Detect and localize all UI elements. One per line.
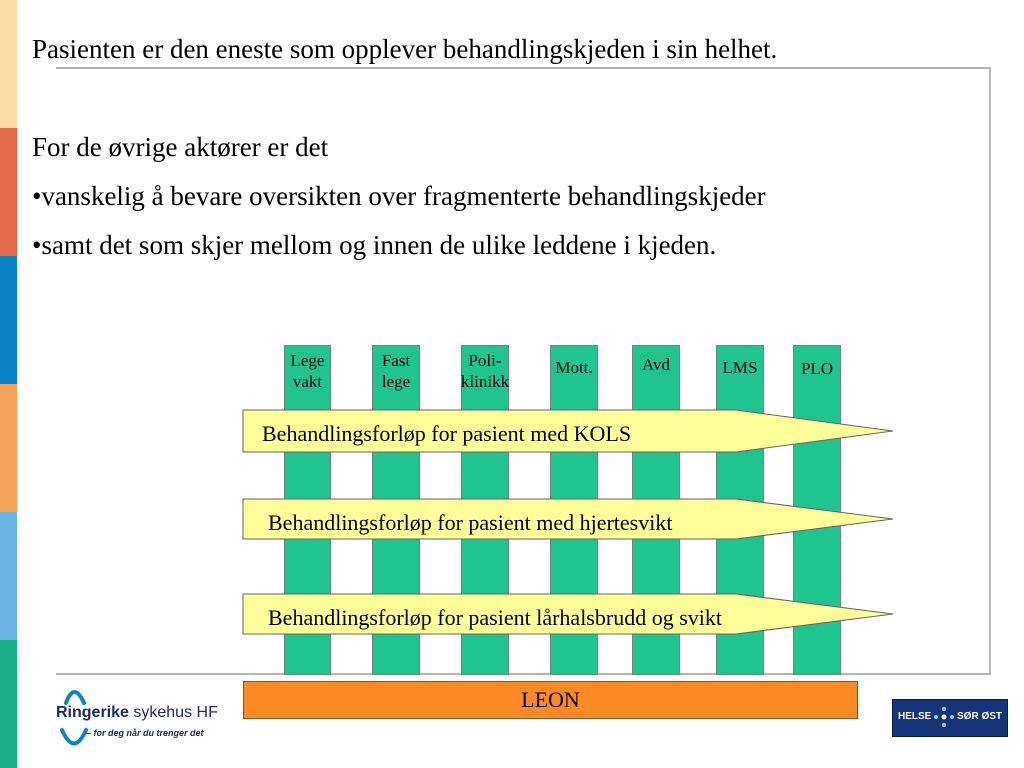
leon-bar: LEON: [243, 681, 858, 719]
ringerike-logo-text: Ringerike sykehus HF: [56, 704, 218, 721]
bullet-2: •samt det som skjer mellom og innen de ulike leddene i kjeden.: [32, 230, 717, 260]
slide-heading: Pasienten er den eneste som opplever behandlingskjeden i sin helhet.: [32, 34, 778, 64]
column-label-plo: PLO: [800, 359, 834, 378]
helse-sor-ost-dots-icon: [932, 705, 956, 729]
column-label-mottak: Mott.: [555, 358, 593, 377]
pathway-label-hjertesvikt: Behandlingsforløp for pasient med hjertesvikt: [268, 510, 673, 535]
ringerike-logo-tagline: – for deg når du trenger det: [86, 728, 204, 738]
column-label-lms: LMS: [722, 358, 758, 377]
pathway-label-kols: Behandlingsforløp for pasient med KOLS: [262, 421, 632, 446]
intro-text: For de øvrige aktører er det: [32, 132, 329, 162]
pathway-label-larhalsbrudd: Behandlingsforløp for pasient lårhalsbrudd og svikt: [268, 605, 722, 630]
column-label-avdeling: Avd: [641, 355, 670, 374]
helse-sor-ost-text-1: HELSE: [898, 711, 932, 722]
bullet-1: •vanskelig å bevare oversikten over fragmenterte behandlingskjeder: [32, 181, 766, 211]
column-label-poliklinikk: Poli- klinikk: [460, 351, 510, 391]
helse-sor-ost-text-2: SØR ØST: [957, 711, 1003, 722]
column-label-legevakt: Lege vakt: [290, 351, 325, 391]
column-label-fastlege: Fast lege: [381, 351, 411, 391]
